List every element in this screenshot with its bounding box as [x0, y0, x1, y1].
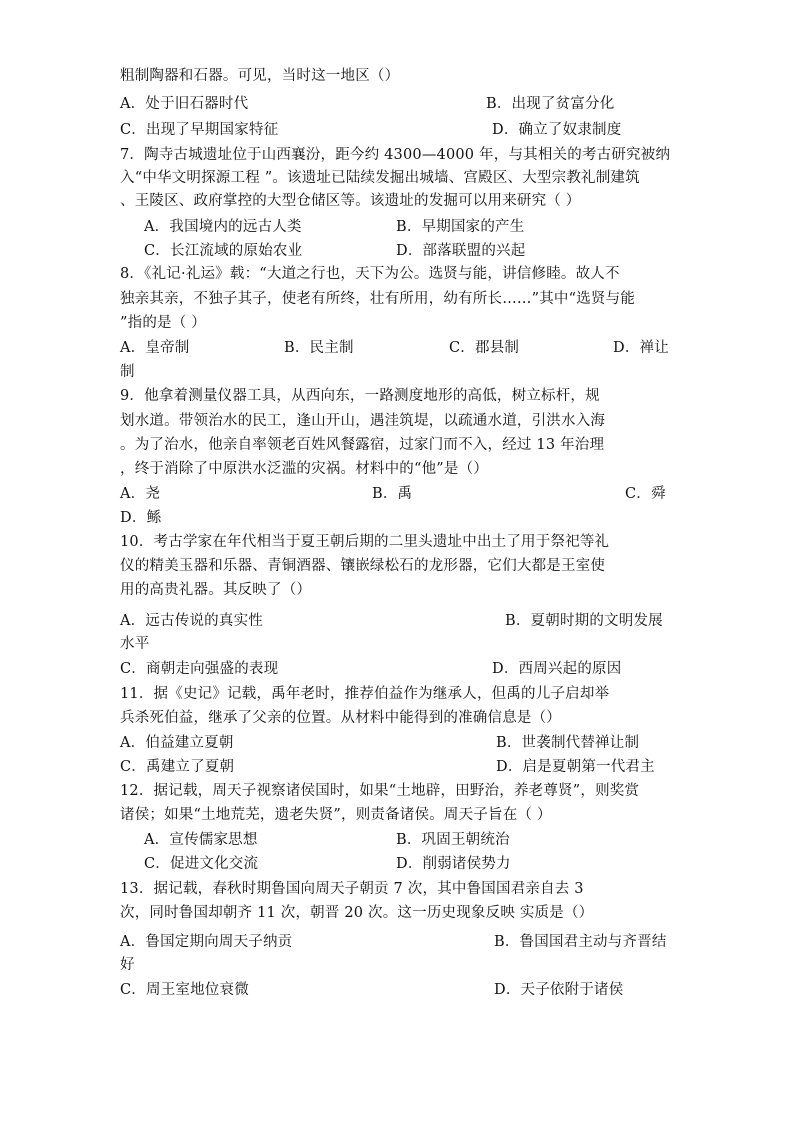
- q10-option-d: D．西周兴起的原因: [492, 661, 622, 677]
- q8-stem-line1: 8．《礼记·礼运》载：“大道之行也，天下为公。选贤与能，讲信修睦。故人不: [120, 266, 620, 282]
- q12-stem-line2: 诸侯；如果“土地荒芜，遗老失贤”，则责备诸侯。周天子旨在（ ）: [120, 807, 552, 823]
- q8-stem-line3: ”指的是（ ）: [120, 315, 206, 331]
- q9-stem-line3: 。为了治水，他亲自率领老百姓风餐露宿，过家门而不入，经过 13 年治理: [120, 437, 605, 453]
- q9-stem-line2: 划水道。带领治水的民工，逢山开山，遇洼筑堤，以疏通水道，引洪水入海: [120, 413, 606, 429]
- q13-option-b: B．鲁国国君主动与齐晋结: [494, 934, 667, 950]
- q13-option-a: A．鲁国定期向周天子纳贡: [120, 934, 293, 950]
- q6-option-c: C．出现了早期国家特征: [120, 122, 279, 138]
- q8-option-d-wrap: 制: [120, 364, 135, 380]
- q7-option-a: A．我国境内的远古人类: [144, 219, 302, 235]
- q11-option-d: D．启是夏朝第一代君主: [496, 759, 655, 775]
- q6-stem-tail: 粗制陶器和石器。可见，当时这一地区（）: [120, 68, 400, 84]
- q11-stem-line2: 兵杀死伯益，继承了父亲的位置。从材料中能得到的准确信息是（）: [120, 710, 561, 726]
- q8-option-a: A．皇帝制: [120, 340, 190, 356]
- q12-option-d: D．削弱诸侯势力: [396, 856, 511, 872]
- q10-option-b-wrap: 水平: [120, 636, 150, 652]
- q11-option-c: C．禹建立了夏朝: [120, 759, 235, 775]
- q7-stem-line2: 入“中华文明探源工程 ”。该遗址已陆续发掘出城墙、宫殿区、大型宗教礼制建筑: [120, 170, 640, 186]
- q10-stem-line1: 10．考古学家在年代相当于夏王朝后期的二里头遗址中出土了用于祭祀等礼: [120, 534, 610, 550]
- q10-stem-line3: 用的高贵礼器。其反映了（）: [120, 582, 312, 598]
- q9-option-a: A．尧: [120, 486, 161, 502]
- q10-option-a: A．远古传说的真实性: [120, 613, 263, 629]
- q7-option-b: B．早期国家的产生: [396, 219, 525, 235]
- q10-stem-line2: 仪的精美玉器和乐器、青铜酒器、镶嵌绿松石的龙形器，它们大都是王室使: [120, 558, 606, 574]
- q8-option-d: D．禅让: [613, 340, 669, 356]
- q9-stem-line4: ，终于消除了中原洪水泛滥的灾祸。材料中的“他”是（）: [120, 461, 489, 477]
- q13-option-c: C．周王室地位衰微: [120, 982, 249, 998]
- q7-option-c: C．长江流域的原始农业: [144, 243, 303, 259]
- q7-option-d: D．部落联盟的兴起: [396, 243, 526, 259]
- q11-stem-line1: 11．据《史记》记载，禹年老时，推荐伯益作为继承人，但禹的儿子启却举: [120, 686, 610, 702]
- q12-stem-line1: 12．据记载，周天子视察诸侯国时，如果“土地辟，田野治，养老尊贤”，则奖赏: [120, 783, 640, 799]
- q11-option-b: B．世袭制代替禅让制: [496, 735, 640, 751]
- q8-stem-line2: 独亲其亲，不独子其子，使老有所终，壮有所用，幼有所长……”其中“选贤与能: [120, 291, 636, 307]
- q11-option-a: A．伯益建立夏朝: [120, 735, 234, 751]
- q10-option-b: B．夏朝时期的文明发展: [505, 613, 663, 629]
- q12-option-c: C．促进文化交流: [144, 856, 259, 872]
- q8-option-c: C．郡县制: [449, 340, 520, 356]
- q6-option-b: B．出现了贫富分化: [486, 96, 615, 112]
- q9-stem-line1: 9．他拿着测量仪器工具，从西向东，一路测度地形的高低，树立标杆，规: [120, 388, 600, 404]
- q13-stem-line1: 13．据记载，春秋时期鲁国向周天子朝贡 7 次，其中鲁国国君亲自去 3: [120, 881, 584, 897]
- q8-option-b: B．民主制: [284, 340, 354, 356]
- q9-option-d: D．鲧: [120, 510, 162, 526]
- q13-option-b-wrap: 好: [120, 957, 135, 973]
- q9-option-c: C．舜: [625, 486, 666, 502]
- q13-stem-line2: 次，同时鲁国却朝齐 11 次，朝晋 20 次。这一历史现象反映 实质是（）: [120, 905, 594, 921]
- q6-option-d: D．确立了奴隶制度: [492, 122, 622, 138]
- q7-stem-line3: 、王陵区、政府掌控的大型仓储区等。该遗址的发掘可以用来研究（ ）: [120, 193, 581, 209]
- q12-option-a: A．宣传儒家思想: [144, 832, 258, 848]
- q7-stem-line1: 7．陶寺古城遗址位于山西襄汾，距今约 4300—4000 年，与其相关的考古研究被纳: [120, 147, 671, 163]
- q10-option-c: C．商朝走向强盛的表现: [120, 661, 279, 677]
- q9-option-b: B．禹: [372, 486, 413, 502]
- q12-option-b: B．巩固王朝统治: [396, 832, 510, 848]
- q6-option-a: A．处于旧石器时代: [120, 96, 249, 112]
- q13-option-d: D．天子依附于诸侯: [494, 982, 624, 998]
